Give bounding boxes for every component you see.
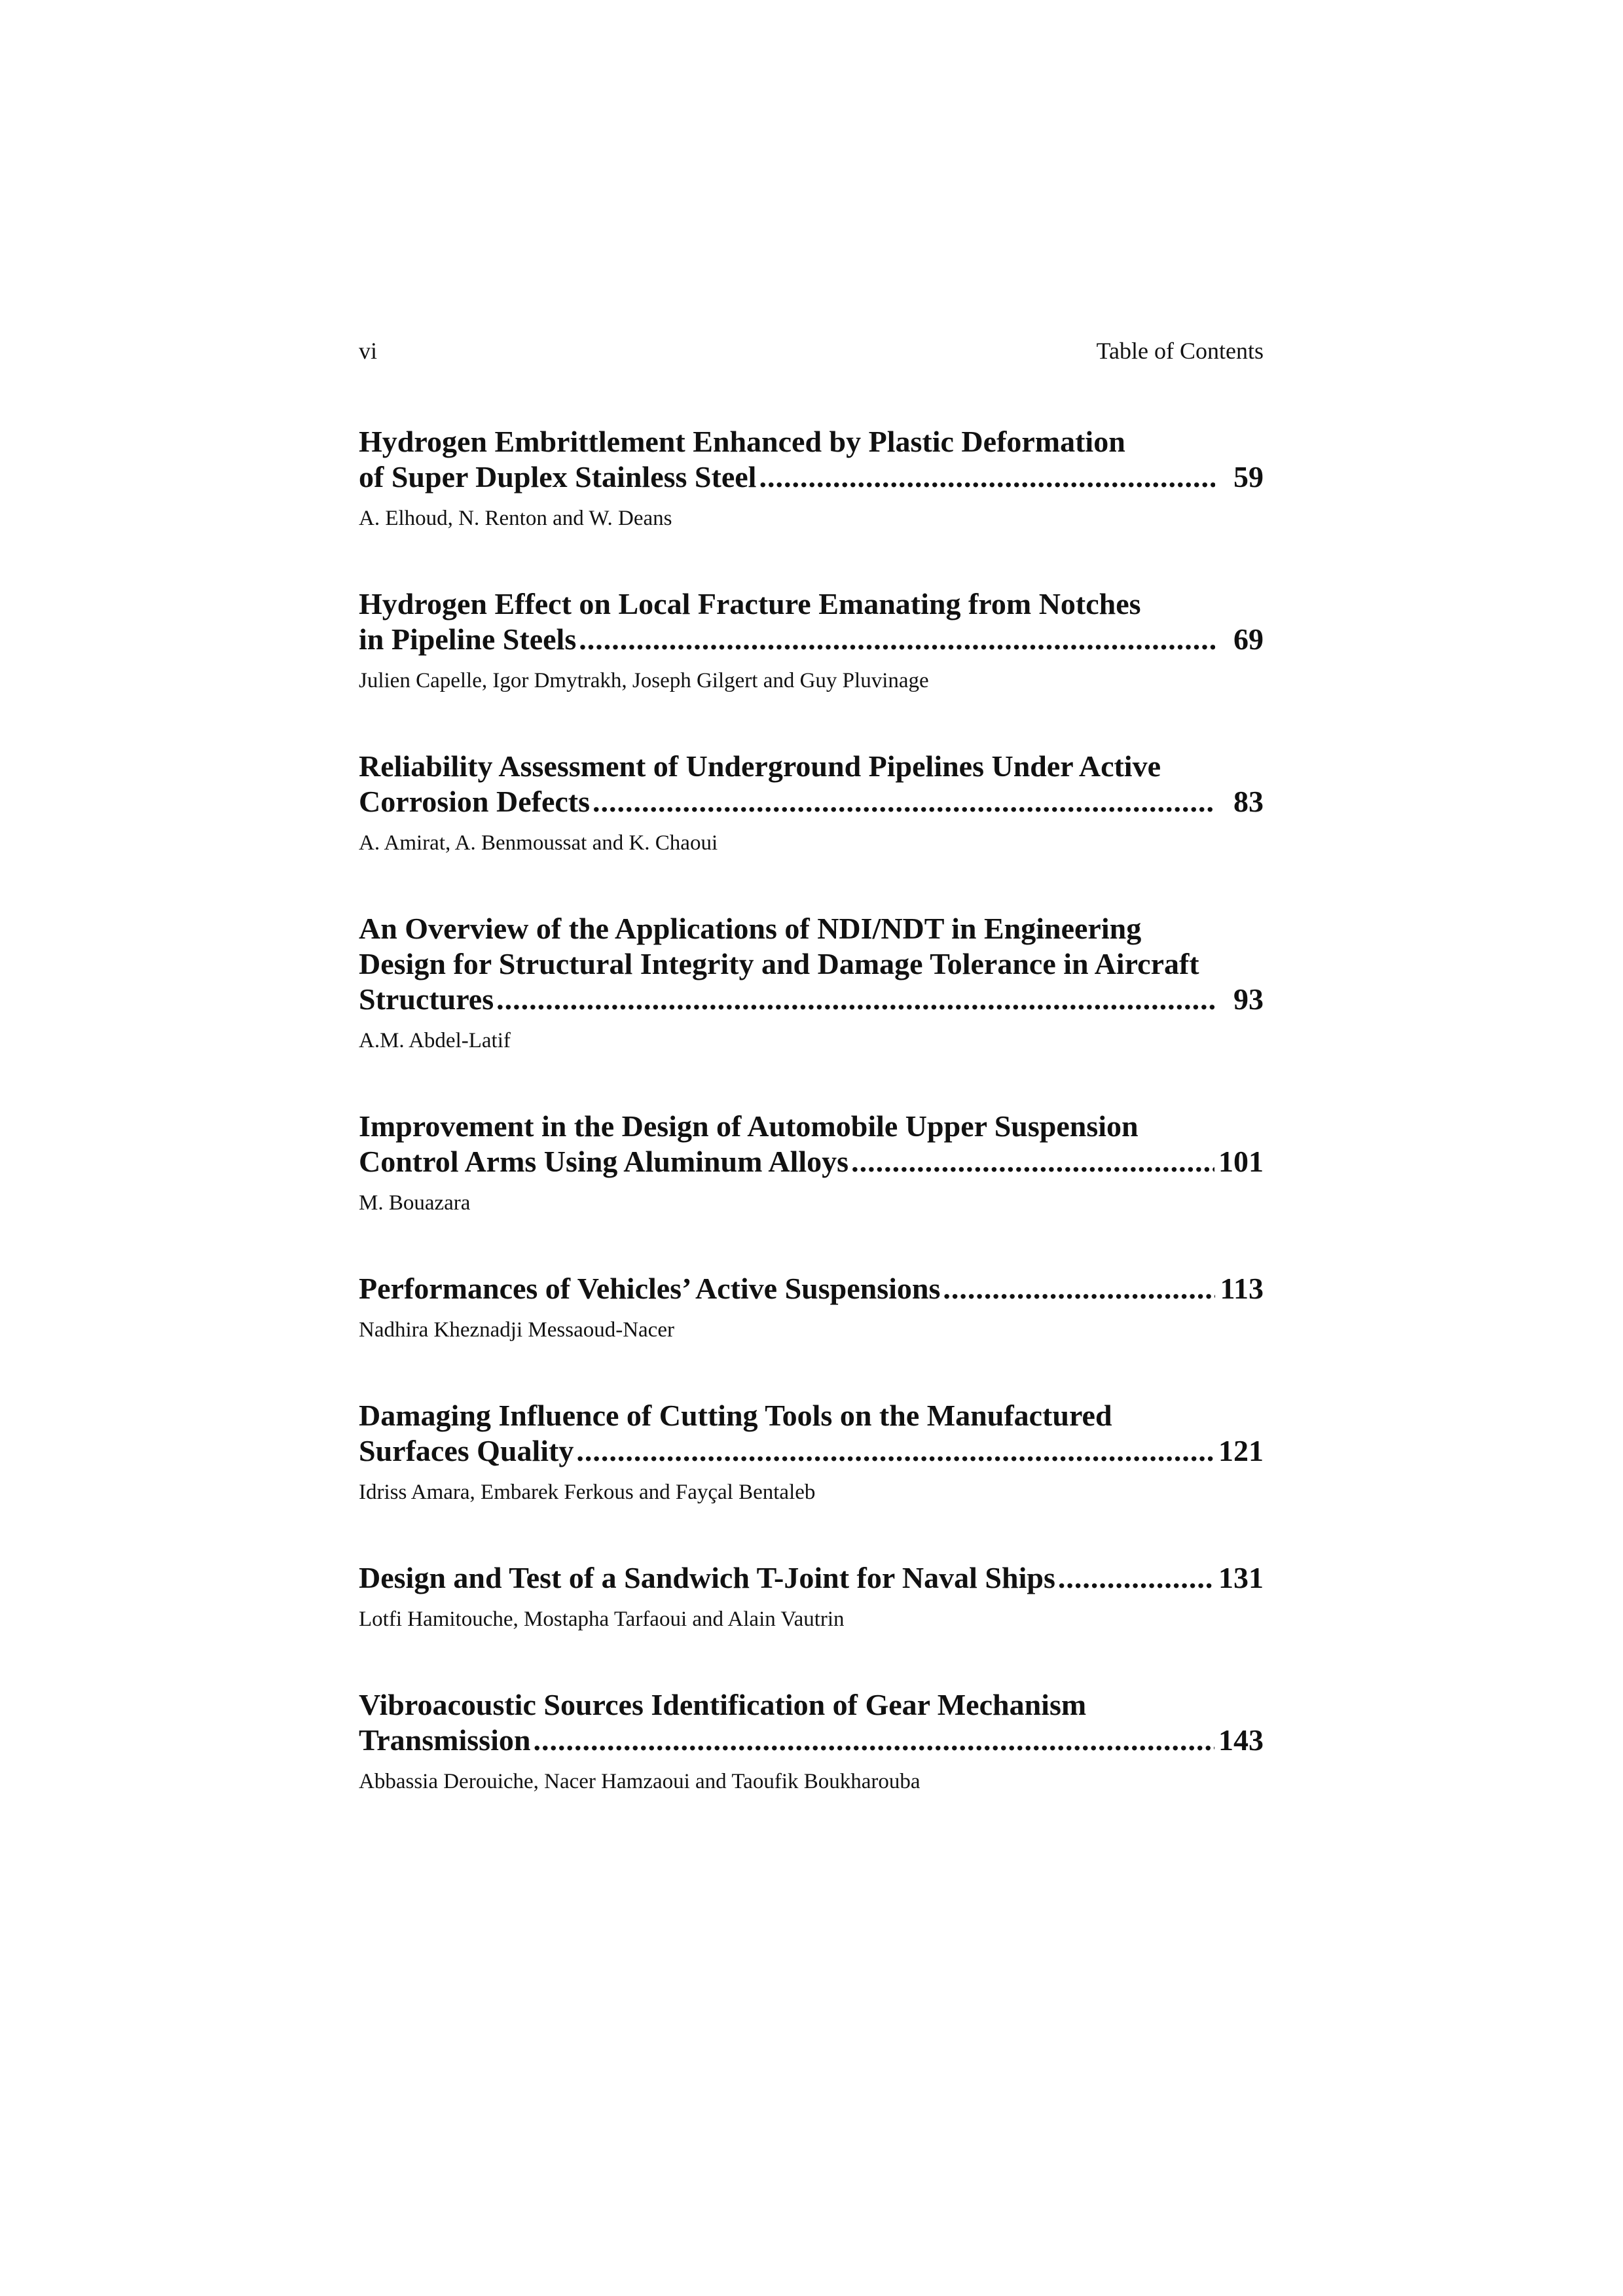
dot-leader: [576, 1433, 1214, 1469]
dot-leader: [533, 1723, 1214, 1758]
entry-authors: Julien Capelle, Igor Dmytrakh, Joseph Gilgert and Guy Pluvinage: [359, 669, 929, 692]
entry-title-text: Structures: [359, 982, 494, 1016]
toc-entry[interactable]: [359, 586, 1264, 694]
entry-page-number: 69: [1233, 622, 1264, 656]
page-content: [359, 338, 1264, 1850]
entry-page-number: 113: [1220, 1272, 1264, 1305]
entry-authors: A. Elhoud, N. Renton and W. Deans: [359, 507, 672, 530]
dot-leader: [1058, 1560, 1214, 1596]
entry-authors: Nadhira Kheznadji Messaoud-Nacer: [359, 1318, 674, 1342]
entry-title-text: Transmission: [359, 1723, 531, 1757]
page-number: vi: [359, 338, 378, 364]
toc-entry[interactable]: [359, 911, 1264, 1054]
entry-authors: A. Amirat, A. Benmoussat and K. Chaoui: [359, 831, 718, 855]
dot-leader: [579, 622, 1215, 657]
toc-entry[interactable]: [359, 1271, 1264, 1343]
entry-page-number: 143: [1218, 1723, 1264, 1757]
entry-title-line: Hydrogen Embrittlement Enhanced by Plastic Deformation: [359, 425, 1125, 458]
entry-title-line: An Overview of the Applications of NDI/NDT in Engineering: [359, 912, 1142, 945]
entry-title-text: Design and Test of a Sandwich T-Joint for Naval Ships: [359, 1561, 1055, 1594]
entry-authors: Idriss Amara, Embarek Ferkous and Fayçal Bentaleb: [359, 1480, 816, 1504]
entry-page-number: 121: [1218, 1434, 1264, 1467]
dot-leader: [593, 784, 1215, 819]
entry-title-final-line: [359, 1271, 1264, 1306]
entry-title-final-line: [359, 622, 1264, 657]
toc-list: [359, 424, 1264, 1795]
dot-leader: [943, 1271, 1215, 1306]
entry-page-number: 83: [1233, 785, 1264, 818]
toc-entry[interactable]: [359, 1109, 1264, 1216]
entry-title-text: in Pipeline Steels: [359, 622, 577, 656]
running-head: [359, 338, 1264, 364]
entry-title-text: Control Arms Using Aluminum Alloys: [359, 1145, 849, 1178]
entry-authors: M. Bouazara: [359, 1191, 471, 1215]
entry-title-line: Improvement in the Design of Automobile Upper Suspension: [359, 1109, 1139, 1143]
entry-authors: Lotfi Hamitouche, Mostapha Tarfaoui and Alain Vautrin: [359, 1607, 845, 1631]
entry-page-number: 93: [1233, 982, 1264, 1016]
entry-title-final-line: [359, 1560, 1264, 1596]
entry-title-line: Reliability Assessment of Underground Pipelines Under Active: [359, 749, 1161, 783]
entry-title-final-line: [359, 982, 1264, 1017]
toc-entry[interactable]: [359, 424, 1264, 531]
entry-title-final-line: [359, 1144, 1264, 1179]
entry-title-final-line: [359, 1433, 1264, 1469]
running-title: Table of Contents: [1096, 338, 1264, 364]
entry-title-final-line: [359, 1723, 1264, 1758]
dot-leader: [851, 1144, 1214, 1179]
entry-page-number: 101: [1218, 1145, 1264, 1178]
entry-title-line: Design for Structural Integrity and Damage Tolerance in Aircraft: [359, 947, 1199, 980]
entry-authors: A.M. Abdel-Latif: [359, 1029, 511, 1052]
entry-title-text: of Super Duplex Stainless Steel: [359, 460, 757, 493]
entry-page-number: 59: [1233, 460, 1264, 493]
entry-title-final-line: [359, 459, 1264, 495]
entry-title-line: Vibroacoustic Sources Identification of Gear Mechanism: [359, 1688, 1087, 1721]
entry-title-line: Hydrogen Effect on Local Fracture Emanating from Notches: [359, 587, 1141, 620]
dot-leader: [759, 459, 1215, 495]
toc-entry[interactable]: [359, 1398, 1264, 1505]
entry-title-text: Performances of Vehicles’ Active Suspensions: [359, 1272, 941, 1305]
entry-title-text: Corrosion Defects: [359, 785, 590, 818]
entry-page-number: 131: [1218, 1561, 1264, 1594]
toc-entry[interactable]: [359, 1687, 1264, 1795]
entry-title-text: Surfaces Quality: [359, 1434, 574, 1467]
entry-authors: Abbassia Derouiche, Nacer Hamzaoui and Taoufik Boukharouba: [359, 1770, 921, 1793]
entry-title-line: Damaging Influence of Cutting Tools on the Manufactured: [359, 1399, 1112, 1432]
entry-title-final-line: [359, 784, 1264, 819]
toc-entry[interactable]: [359, 749, 1264, 856]
toc-entry[interactable]: [359, 1560, 1264, 1632]
dot-leader: [496, 982, 1215, 1017]
